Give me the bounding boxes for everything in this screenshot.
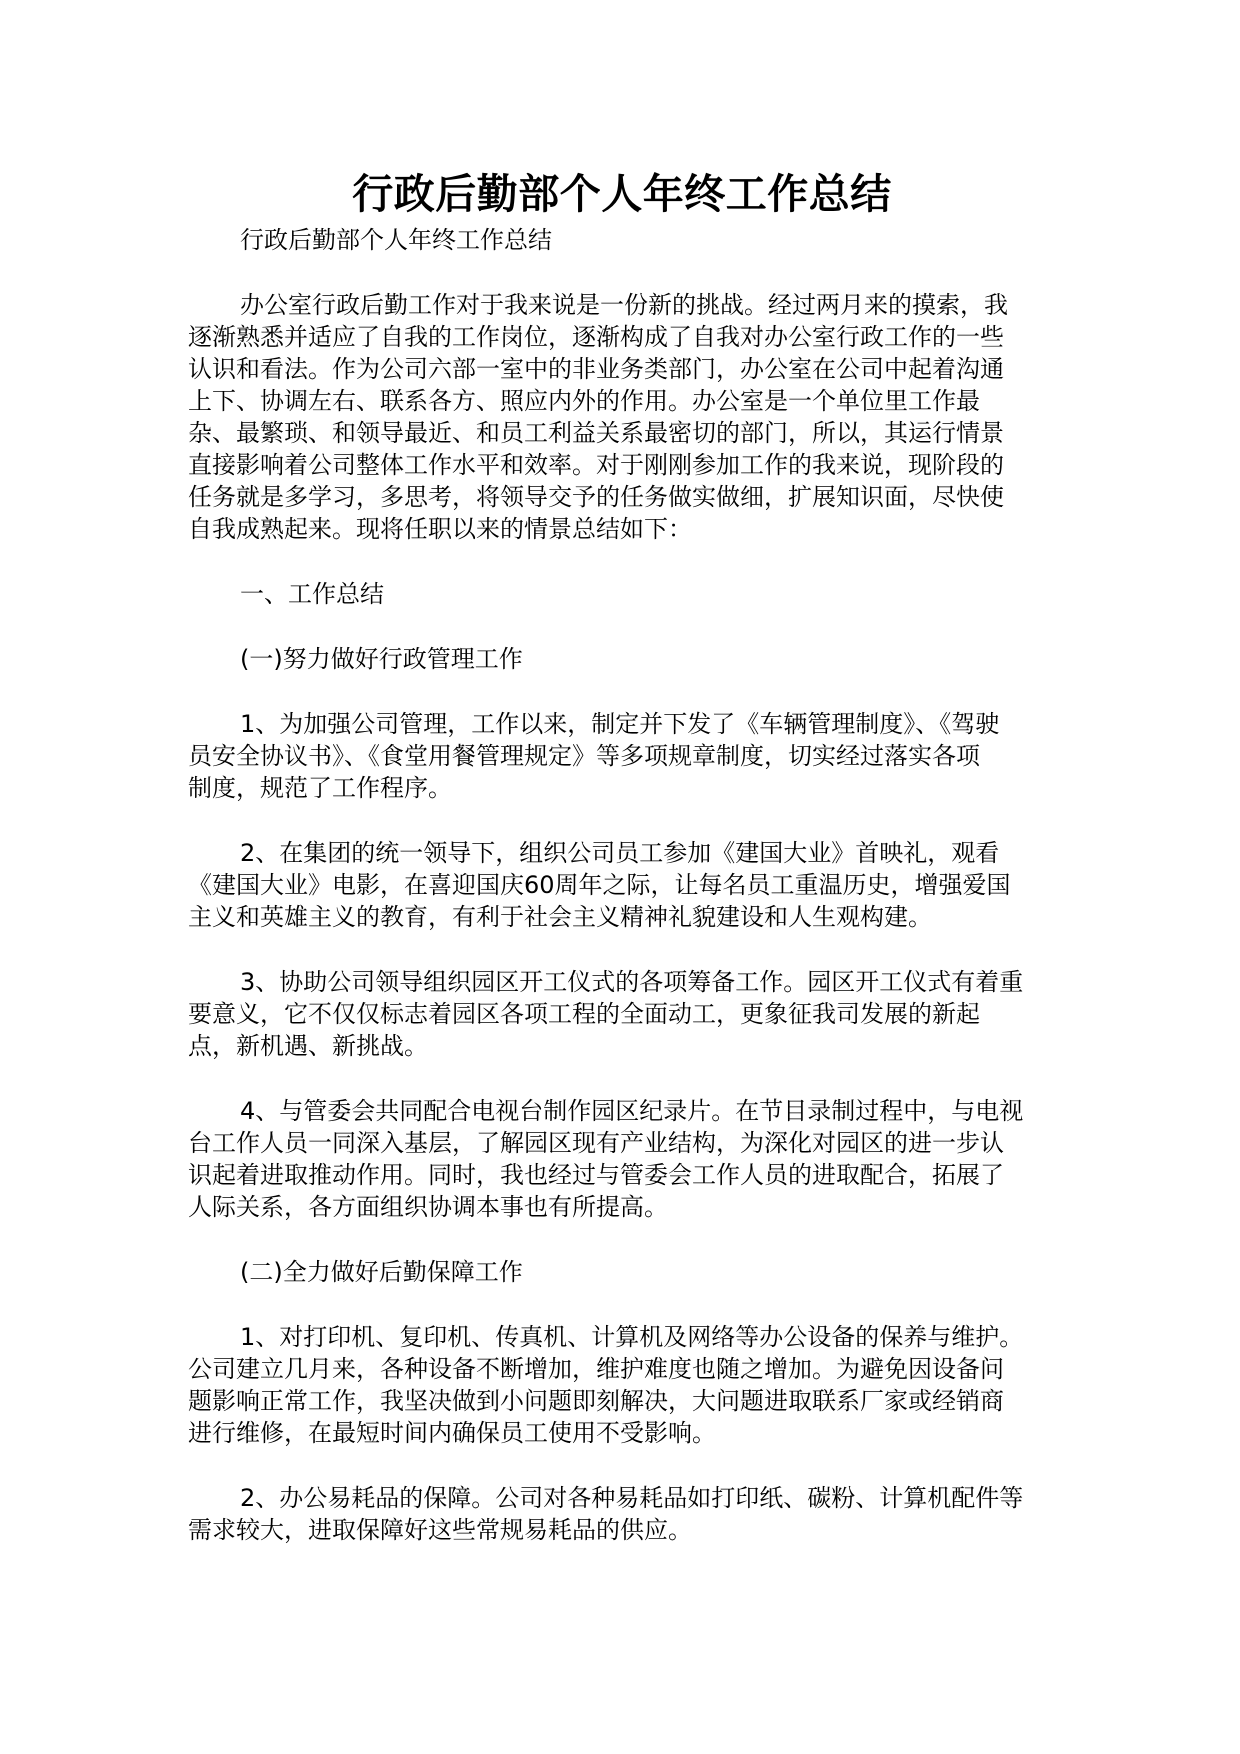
intro-line: 自我成熟起来。现将任职以来的情景总结如下： — [188, 515, 692, 543]
item-line: 台工作人员一同深入基层，了解园区现有产业结构，为深化对园区的进一步认 — [188, 1129, 1004, 1157]
item-line: 4、与管委会共同配合电视台制作园区纪录片。在节目录制过程中，与电视 — [240, 1097, 1024, 1125]
document-page — [188, 166, 1056, 1546]
intro-line: 认识和看法。作为公司六部一室中的非业务类部门，办公室在公司中起着沟通 — [188, 355, 1004, 383]
paragraph-gap — [188, 1449, 1056, 1482]
item-line: 2、办公易耗品的保障。公司对各种易耗品如打印纸、碳粉、计算机配件等 — [240, 1484, 1024, 1512]
item-line: 要意义，它不仅仅标志着园区各项工程的全面动工，更象征我司发展的新起 — [188, 1000, 980, 1028]
intro-paragraph — [188, 289, 1056, 545]
item-line: 公司建立几月来，各种设备不断增加，维护难度也随之增加。为避免因设备问 — [188, 1355, 1004, 1383]
section-heading — [188, 578, 1056, 610]
paragraph-gap — [188, 610, 1056, 643]
list-item-paragraph — [188, 1482, 1056, 1546]
document-title: 行政后勤部个人年终工作总结 — [352, 170, 892, 218]
item-line: 1、为加强公司管理，工作以来，制定并下发了《车辆管理制度》、《驾驶 — [240, 710, 1000, 738]
item-line: 《建国大业》电影，在喜迎国庆60周年之际，让每名员工重温历史，增强爱国 — [188, 871, 1011, 899]
list-item-paragraph — [188, 708, 1056, 804]
paragraph-gap — [188, 1062, 1056, 1095]
item-line: 识起着进取推动作用。同时，我也经过与管委会工作人员的进取配合，拓展了 — [188, 1161, 1004, 1189]
paragraph-gap — [188, 545, 1056, 578]
subsection-heading-text: (一)努力做好行政管理工作 — [240, 645, 523, 673]
intro-line: 杂、最繁琐、和领导最近、和员工利益关系最密切的部门，所以，其运行情景 — [188, 419, 1004, 447]
subsection-heading — [188, 643, 1056, 675]
paragraph-gap — [188, 256, 1056, 289]
item-line: 员安全协议书》、《食堂用餐管理规定》等多项规章制度，切实经过落实各项 — [188, 742, 980, 770]
item-line: 人际关系，各方面组织协调本事也有所提高。 — [188, 1193, 668, 1221]
item-line: 1、对打印机、复印机、传真机、计算机及网络等办公设备的保养与维护。 — [240, 1323, 1024, 1351]
item-line: 制度，规范了工作程序。 — [188, 774, 452, 802]
paragraph-gap — [188, 1223, 1056, 1256]
item-line: 2、在集团的统一领导下，组织公司员工参加《建国大业》首映礼，观看 — [240, 839, 1000, 867]
item-line: 点，新机遇、新挑战。 — [188, 1032, 428, 1060]
intro-line: 任务就是多学习，多思考，将领导交予的任务做实做细，扩展知识面，尽快使 — [188, 483, 1004, 511]
paragraph-gap — [188, 933, 1056, 966]
item-line: 3、协助公司领导组织园区开工仪式的各项筹备工作。园区开工仪式有着重 — [240, 968, 1024, 996]
item-line: 主义和英雄主义的教育，有利于社会主义精神礼貌建设和人生观构建。 — [188, 903, 932, 931]
item-line: 需求较大，进取保障好这些常规易耗品的供应。 — [188, 1516, 692, 1544]
intro-line: 办公室行政后勤工作对于我来说是一份新的挑战。经过两月来的摸索，我 — [240, 291, 1008, 319]
paragraph-gap — [188, 1288, 1056, 1321]
list-item-paragraph — [188, 1095, 1056, 1223]
list-item-paragraph — [188, 837, 1056, 933]
item-line: 进行维修，在最短时间内确保员工使用不受影响。 — [188, 1419, 716, 1447]
paragraph-gap — [188, 675, 1056, 708]
intro-line: 直接影响着公司整体工作水平和效率。对于刚刚参加工作的我来说，现阶段的 — [188, 451, 1004, 479]
intro-line: 逐渐熟悉并适应了自我的工作岗位，逐渐构成了自我对办公室行政工作的一些 — [188, 323, 1004, 351]
document-subtitle — [188, 224, 1056, 256]
subsection-heading-text: (二)全力做好后勤保障工作 — [240, 1258, 523, 1286]
paragraph-gap — [188, 804, 1056, 837]
list-item-paragraph — [188, 966, 1056, 1062]
item-line: 题影响正常工作，我坚决做到小问题即刻解决，大问题进取联系厂家或经销商 — [188, 1387, 1004, 1415]
intro-line: 上下、协调左右、联系各方、照应内外的作用。办公室是一个单位里工作最 — [188, 387, 980, 415]
subsection-heading — [188, 1256, 1056, 1288]
subtitle-line: 行政后勤部个人年终工作总结 — [240, 226, 552, 254]
section-heading-text: 一、工作总结 — [240, 580, 384, 608]
list-item-paragraph — [188, 1321, 1056, 1449]
